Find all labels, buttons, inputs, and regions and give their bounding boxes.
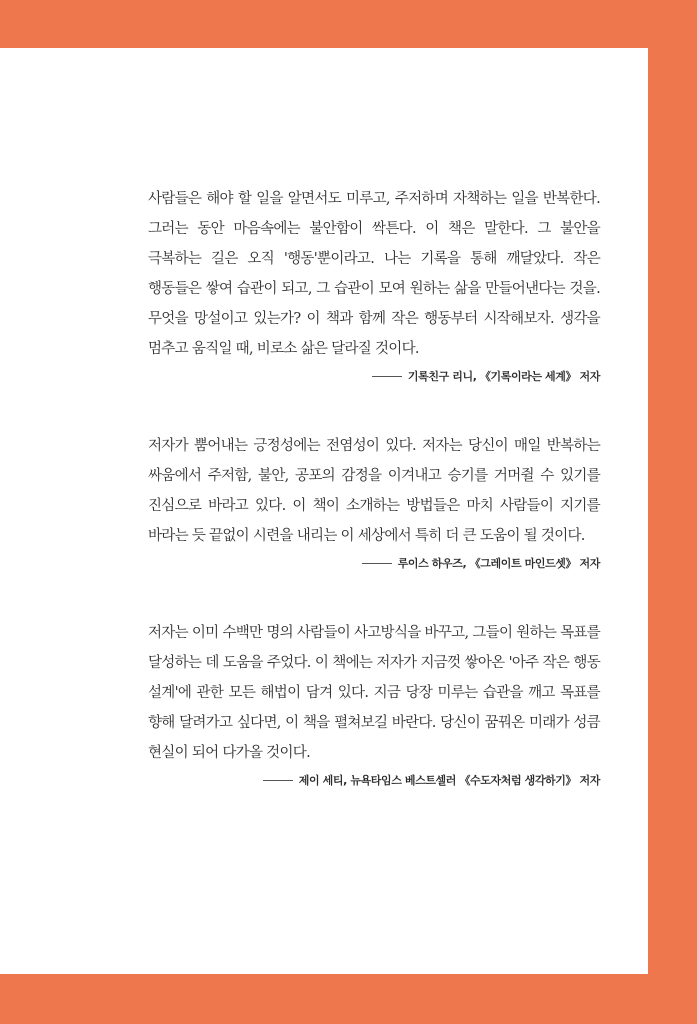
em-dash-line [263, 780, 293, 781]
endorsement-list [148, 184, 600, 788]
em-dash-line [362, 563, 392, 564]
attribution-text: 기록친구 리니, 《기록이라는 세계》 저자 [407, 370, 600, 383]
endorsement-quote: 저자가 뿜어내는 긍정성에는 전염성이 있다. 저자는 당신이 매일 반복하는 싸움에서 주저함, 불안, 공포의 감정을 이겨내고 승기를 거머쥘 수 있기를 진심으로 바라고 있다. 이 책이 소개하는 방법들은 마치 사람들이 지기를 바라는 듯 끝없이 시련을 내리는 이 세상에서 특히 더 큰 도움이 될 것이다. [148, 438, 600, 544]
attribution-text: 루이스 하우즈, 《그레이트 마인드셋》 저자 [397, 557, 600, 570]
endorsement-attribution [148, 772, 600, 788]
endorsement-attribution [148, 555, 600, 571]
endorsement-3 [148, 618, 600, 788]
endorsement-attribution [148, 368, 600, 384]
endorsement-1 [148, 184, 600, 384]
endorsement-quote: 사람들은 해야 할 일을 알면서도 미루고, 주저하며 자책하는 일을 반복한다. 그러는 동안 마음속에는 불안함이 싹튼다. 이 책은 말한다. 그 불안을 극복하는 길은 오직 '행동'뿐이라고. 나는 기록을 통해 깨달았다. 작은 행동들은 쌓여 습관이 되고, 그 습관이 모여 원하는 삶을 만들어낸다는 것을. 무엇을 망설이고 있는가? 이 책과 함께 작은 행동부터 시작해보자. 생각을 멈추고 움직일 때, 비로소 삶은 달라질 것이다. [148, 191, 600, 357]
endorsement-2 [148, 431, 600, 571]
attribution-text: 제이 세티, 뉴욕타임스 베스트셀러 《수도자처럼 생각하기》 저자 [298, 774, 600, 787]
book-page [0, 48, 648, 974]
endorsement-quote: 저자는 이미 수백만 명의 사람들이 사고방식을 바꾸고, 그들이 원하는 목표를 달성하는 데 도움을 주었다. 이 책에는 저자가 지금껏 쌓아온 '아주 작은 행동 설계'에 관한 모든 해법이 담겨 있다. 지금 당장 미루는 습관을 깨고 목표를 향해 달려가고 싶다면, 이 책을 펼쳐보길 바란다. 당신이 꿈꿔온 미래가 성큼 현실이 되어 다가올 것이다. [148, 625, 600, 761]
em-dash-line [372, 376, 402, 377]
